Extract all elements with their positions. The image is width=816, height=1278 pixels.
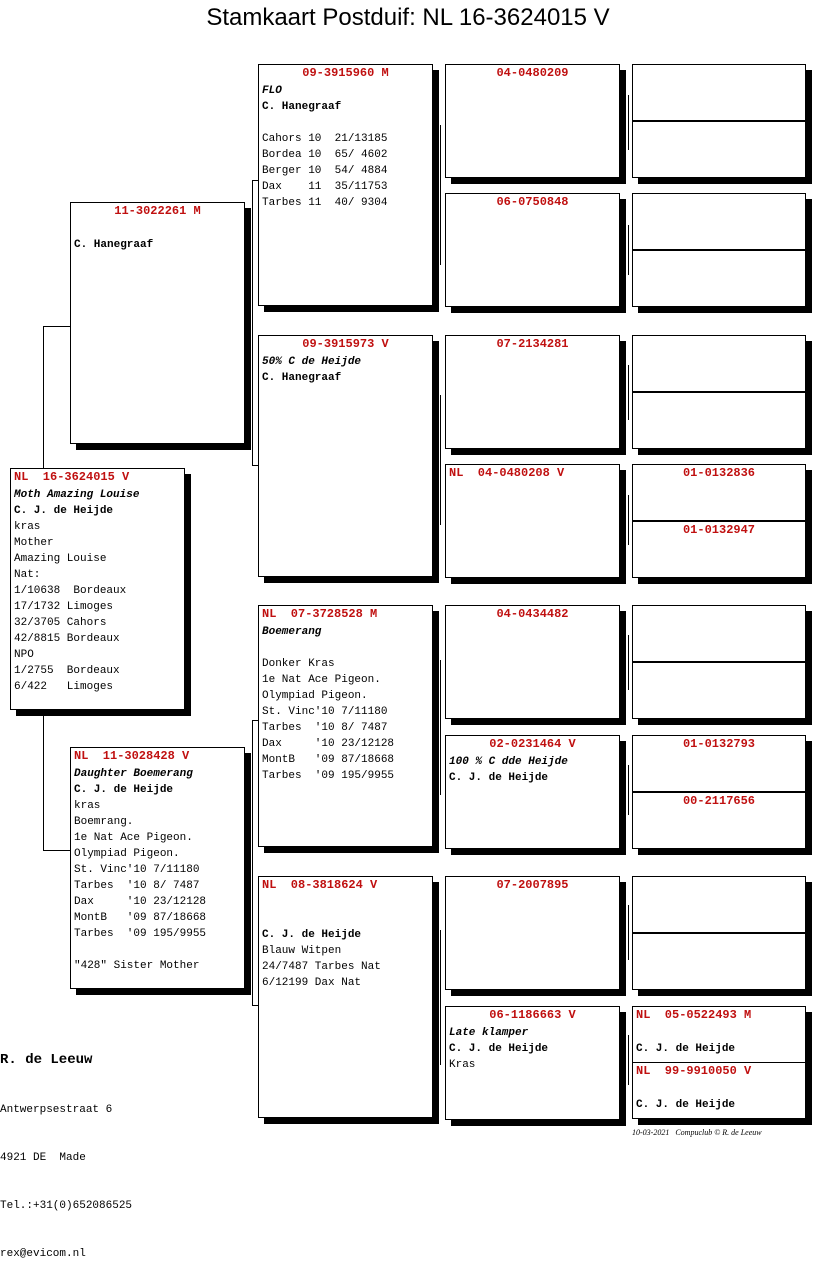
subject-line: 17/1732 Limoges	[14, 601, 114, 613]
ff-line: Berger 10 54/ 4884	[262, 165, 388, 177]
footer-date: 10-03-2021	[632, 1128, 670, 1137]
mmmf-ring: NL 05-0522493 M	[636, 1008, 752, 1022]
mff-ring: 04-0434482	[496, 607, 569, 621]
g5-card[interactable]	[632, 735, 806, 792]
fff-ring: 04-0480209	[496, 66, 569, 80]
subject-line: 1/10638 Bordeaux	[14, 585, 127, 597]
mm-card[interactable]	[258, 876, 433, 1118]
mmmm-details	[633, 1079, 805, 1113]
fmmm-ring: 01-0132947	[682, 523, 755, 537]
ff-line: Tarbes 11 40/ 9304	[262, 197, 388, 209]
g5-card[interactable]	[632, 121, 806, 178]
subject-breeder: C. J. de Heijde	[14, 505, 114, 517]
mmm-breeder: C. J. de Heijde	[449, 1043, 549, 1055]
mother-line: 1e Nat Ace Pigeon.	[74, 832, 193, 844]
connector-line	[628, 635, 629, 690]
connector-line	[440, 395, 441, 525]
connector-line	[628, 365, 629, 420]
mmmf-details	[633, 1023, 805, 1057]
subject-line: Amazing Louise	[14, 553, 107, 565]
subject-line: kras	[14, 521, 41, 533]
g5-card[interactable]	[632, 933, 806, 990]
subject-details	[11, 485, 184, 695]
connector-line	[440, 125, 441, 265]
mf-line: MontB '09 87/18668	[262, 754, 395, 766]
fmm-ring: NL 04-0480208 V	[449, 466, 565, 480]
mfm-details	[446, 752, 619, 786]
connector-line	[628, 95, 629, 150]
subject-card[interactable]	[10, 468, 185, 710]
mmmm-breeder: C. J. de Heijde	[636, 1099, 736, 1111]
owner-phone: Tel.:+31(0)652086525	[0, 1200, 133, 1212]
ff-details	[259, 81, 432, 211]
mf-name: Boemerang	[262, 626, 322, 638]
father-ring: 11-3022261 M	[114, 204, 201, 218]
connector-line	[628, 225, 629, 275]
mf-line: 1e Nat Ace Pigeon.	[262, 674, 381, 686]
mother-line: MontB '09 87/18668	[74, 912, 207, 924]
subject-name: Moth Amazing Louise	[14, 489, 140, 501]
mmm-extra: Kras	[449, 1059, 476, 1071]
mmf-card[interactable]	[445, 876, 620, 990]
owner-city: 4921 DE Made	[0, 1152, 86, 1164]
connector-line	[43, 326, 44, 468]
mother-ring: NL 11-3028428 V	[74, 749, 190, 763]
mff-card[interactable]	[445, 605, 620, 719]
g5-card[interactable]	[632, 1006, 806, 1063]
subject-ring: NL 16-3624015 V	[14, 470, 130, 484]
fm-name: 50% C de Heijde	[262, 356, 362, 368]
g5-card[interactable]	[632, 876, 806, 933]
ffm-ring: 06-0750848	[496, 195, 569, 209]
g5-card[interactable]	[632, 250, 806, 307]
ffm-card[interactable]	[445, 193, 620, 307]
mfmm-ring: 00-2117656	[682, 794, 755, 808]
g5-card[interactable]	[632, 335, 806, 392]
connector-line	[252, 180, 253, 465]
g5-card[interactable]	[632, 1062, 806, 1119]
fm-ring: 09-3915973 V	[302, 337, 389, 351]
fmf-ring: 07-2134281	[496, 337, 569, 351]
connector-line	[252, 720, 253, 1005]
mm-line: 24/7487 Tarbes Nat	[262, 961, 381, 973]
father-details	[71, 219, 244, 253]
owner-name: R. de Leeuw	[0, 1052, 93, 1068]
mf-line: Olympiad Pigeon.	[262, 690, 368, 702]
mf-line: Tarbes '10 8/ 7487	[262, 722, 388, 734]
mmmf-breeder: C. J. de Heijde	[636, 1043, 736, 1055]
ff-breeder: C. Hanegraaf	[262, 101, 342, 113]
mf-line: Tarbes '09 195/9955	[262, 770, 395, 782]
page-title: Stamkaart Postduif: NL 16-3624015 V	[206, 4, 610, 31]
mmmm-ring: NL 99-9910050 V	[636, 1064, 752, 1078]
mother-breeder: C. J. de Heijde	[74, 784, 174, 796]
mm-line: 6/12199 Dax Nat	[262, 977, 362, 989]
subject-line: 6/422 Limoges	[14, 681, 114, 693]
mfmf-ring: 01-0132793	[682, 737, 755, 751]
connector-line	[628, 905, 629, 960]
mmm-ring: 06-1186663 V	[489, 1008, 576, 1022]
ff-ring: 09-3915960 M	[302, 66, 389, 80]
mother-line: Olympiad Pigeon.	[74, 848, 180, 860]
mmf-ring: 07-2007895	[496, 878, 569, 892]
owner-email[interactable]: rex@evicom.nl	[0, 1248, 86, 1260]
mf-details	[259, 622, 432, 784]
owner-block	[0, 1018, 132, 1278]
mm-details	[259, 893, 432, 991]
mf-line: Donker Kras	[262, 658, 335, 670]
mm-line: Blauw Witpen	[262, 945, 342, 957]
mm-ring: NL 08-3818624 V	[262, 878, 378, 892]
fmm-card[interactable]	[445, 464, 620, 578]
connector-line	[440, 660, 441, 795]
fm-card[interactable]	[258, 335, 433, 577]
subject-line: 1/2755 Bordeaux	[14, 665, 120, 677]
subject-line: Nat:	[14, 569, 41, 581]
footer-credit: Compuclub © R. de Leeuw	[675, 1128, 762, 1137]
mother-name: Daughter Boemerang	[74, 768, 193, 780]
connector-line	[628, 1035, 629, 1085]
g5-card[interactable]	[632, 464, 806, 521]
subject-line: Mother	[14, 537, 54, 549]
mother-details	[71, 764, 244, 974]
g5-card[interactable]	[632, 392, 806, 449]
mfm-card[interactable]	[445, 735, 620, 849]
fmf-card[interactable]	[445, 335, 620, 449]
g5-card[interactable]	[632, 521, 806, 578]
mfm-breeder: C. J. de Heijde	[449, 772, 549, 784]
mother-line	[74, 942, 241, 958]
mf-line: St. Vinc'10 7/11180	[262, 706, 388, 718]
ff-line: Cahors 10 21/13185	[262, 133, 388, 145]
fmmf-ring: 01-0132836	[682, 466, 755, 480]
ff-line: Bordea 10 65/ 4602	[262, 149, 388, 161]
g5-card[interactable]	[632, 605, 806, 662]
mfm-name: 100 % C dde Heijde	[449, 756, 568, 768]
father-breeder: C. Hanegraaf	[74, 239, 154, 251]
ff-line: Dax 11 35/11753	[262, 181, 388, 193]
mf-card[interactable]	[258, 605, 433, 847]
mother-line: Boemrang.	[74, 816, 134, 828]
father-card[interactable]	[70, 202, 245, 444]
fm-details	[259, 352, 432, 386]
owner-street: Antwerpsestraat 6	[0, 1104, 113, 1116]
mf-line: Dax '10 23/12128	[262, 738, 395, 750]
connector-line	[628, 495, 629, 545]
mother-line: Dax '10 23/12128	[74, 896, 207, 908]
connector-line	[43, 710, 44, 850]
connector-line	[628, 765, 629, 815]
g5-card[interactable]	[632, 792, 806, 849]
footer	[632, 1128, 762, 1137]
fm-breeder: C. Hanegraaf	[262, 372, 342, 384]
fff-card[interactable]	[445, 64, 620, 178]
g5-card[interactable]	[632, 662, 806, 719]
mmm-details	[446, 1023, 619, 1073]
connector-line	[43, 326, 70, 327]
mmm-name: Late klamper	[449, 1027, 529, 1039]
connector-line	[43, 850, 70, 851]
mmm-card[interactable]	[445, 1006, 620, 1120]
ff-card[interactable]	[258, 64, 433, 306]
mm-line: C. J. de Heijde	[262, 929, 362, 941]
mother-line: kras	[74, 800, 101, 812]
mother-line: "428" Sister Mother	[74, 960, 200, 972]
connector-line	[440, 930, 441, 1065]
mfm-ring: 02-0231464 V	[489, 737, 576, 751]
subject-line: NPO	[14, 649, 34, 661]
subject-line: 42/8815 Bordeaux	[14, 633, 120, 645]
mother-card[interactable]	[70, 747, 245, 989]
mother-line: Tarbes '10 8/ 7487	[74, 880, 200, 892]
ff-name: FLO	[262, 85, 282, 97]
mother-line: Tarbes '09 195/9955	[74, 928, 207, 940]
g5-card[interactable]	[632, 64, 806, 121]
subject-line: 32/3705 Cahors	[14, 617, 107, 629]
mf-ring: NL 07-3728528 M	[262, 607, 378, 621]
mother-line: St. Vinc'10 7/11180	[74, 864, 200, 876]
g5-card[interactable]	[632, 193, 806, 250]
